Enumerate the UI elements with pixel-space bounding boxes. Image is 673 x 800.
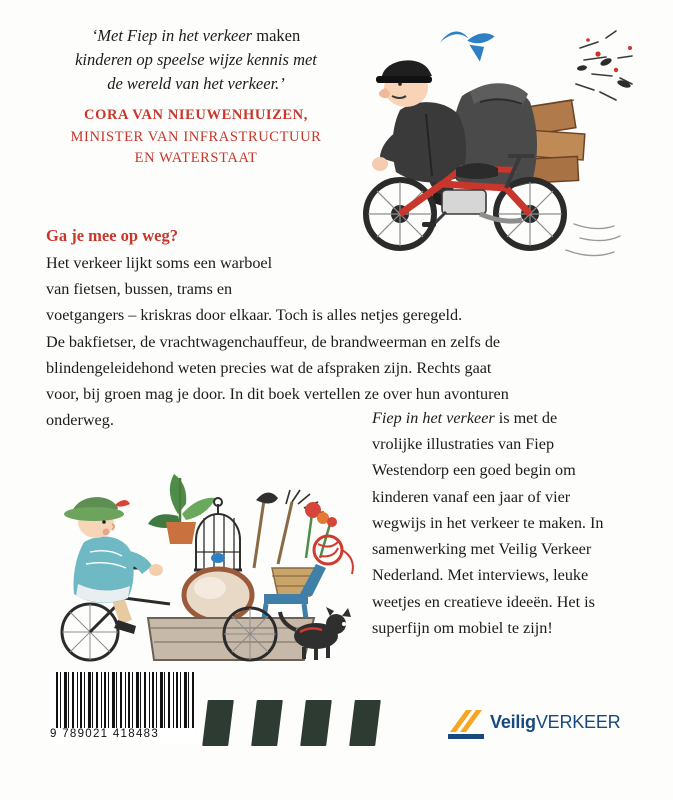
book-title-italic: Fiep in het verkeer — [372, 409, 495, 427]
barcode-digits: 9 789021 418483 — [50, 728, 160, 740]
crosswalk-stripe — [300, 700, 332, 746]
crosswalk-stripes — [205, 700, 395, 748]
right-column-paragraph — [372, 405, 607, 641]
quote-block — [46, 24, 346, 170]
quote-attribution-role-line-2: EN WATERSTAAT — [134, 150, 258, 167]
logo-word-verkeer: VERKEER — [535, 712, 621, 732]
paragraph-line-2: van fietsen, bussen, trams en — [46, 280, 233, 299]
paragraph-line-7: onderweg. — [46, 411, 114, 430]
quote-attribution-name: CORA VAN NIEUWENHUIZEN, — [84, 106, 308, 123]
quote-line-1-roman: maken — [252, 26, 301, 45]
flowers — [305, 502, 337, 558]
quote-line-2: kinderen op speelse wijze kennis met — [75, 49, 317, 69]
barcode — [50, 672, 200, 744]
broom-and-rake — [254, 490, 324, 568]
quote-line-1: ‘Met Fiep in het verkeer — [91, 26, 253, 45]
logo-word-veilig: Veilig — [490, 712, 536, 732]
mirror — [184, 569, 252, 621]
paragraph-line-3: voetgangers – kriskras door elkaar. Toch is alles netjes geregeld. — [46, 306, 463, 325]
veilig-verkeer-logo — [448, 704, 621, 748]
crosswalk-stripe — [251, 700, 283, 746]
cargo-bike-illustration — [28, 418, 368, 663]
logo-wordmark — [490, 712, 620, 733]
paragraph-line-6: voor, bij groen mag je door. In dit boek vertellen ze over hun avonturen — [46, 385, 509, 404]
moped-postman-illustration — [330, 18, 660, 268]
potted-plant — [148, 474, 216, 544]
quote-line-3: de wereld van het verkeer.’ — [107, 73, 285, 93]
logo-mark-icon — [448, 706, 484, 740]
debris-dark-bits — [577, 57, 632, 89]
quote-text — [46, 24, 346, 96]
crosswalk-stripe — [202, 700, 234, 746]
right-column-text: is met de vrolijke illustraties van Fiep Westendorp een goed begin om kinderen vanaf een jaar of vier wegwijs in het verkeer te maken. In samenwerking met Veilig Verkeer Nederland. Met interviews, leuke weetjes en creatieve ideeën. Het is superfijn om mobiel te zijn! — [372, 409, 604, 637]
page-heading: Ga je mee op weg? — [46, 226, 178, 245]
bird-icon — [440, 32, 495, 62]
paragraph-line-4: De bakfietser, de vrachtwagenchauffeur, de brandweerman en zelfs de — [46, 332, 501, 351]
barcode-bars — [56, 672, 196, 728]
paragraph-line-5: blindengeleidehond weten precies wat de afspraken zijn. Rechts gaat — [46, 358, 492, 377]
quote-attribution — [46, 105, 346, 170]
quote-attribution-role-line-1: MINISTER VAN INFRASTRUCTUUR — [70, 128, 322, 145]
paragraph-line-1: Het verkeer lijkt soms een warboel — [46, 254, 273, 272]
crosswalk-stripe — [349, 700, 381, 746]
woman-cyclist — [64, 497, 163, 634]
